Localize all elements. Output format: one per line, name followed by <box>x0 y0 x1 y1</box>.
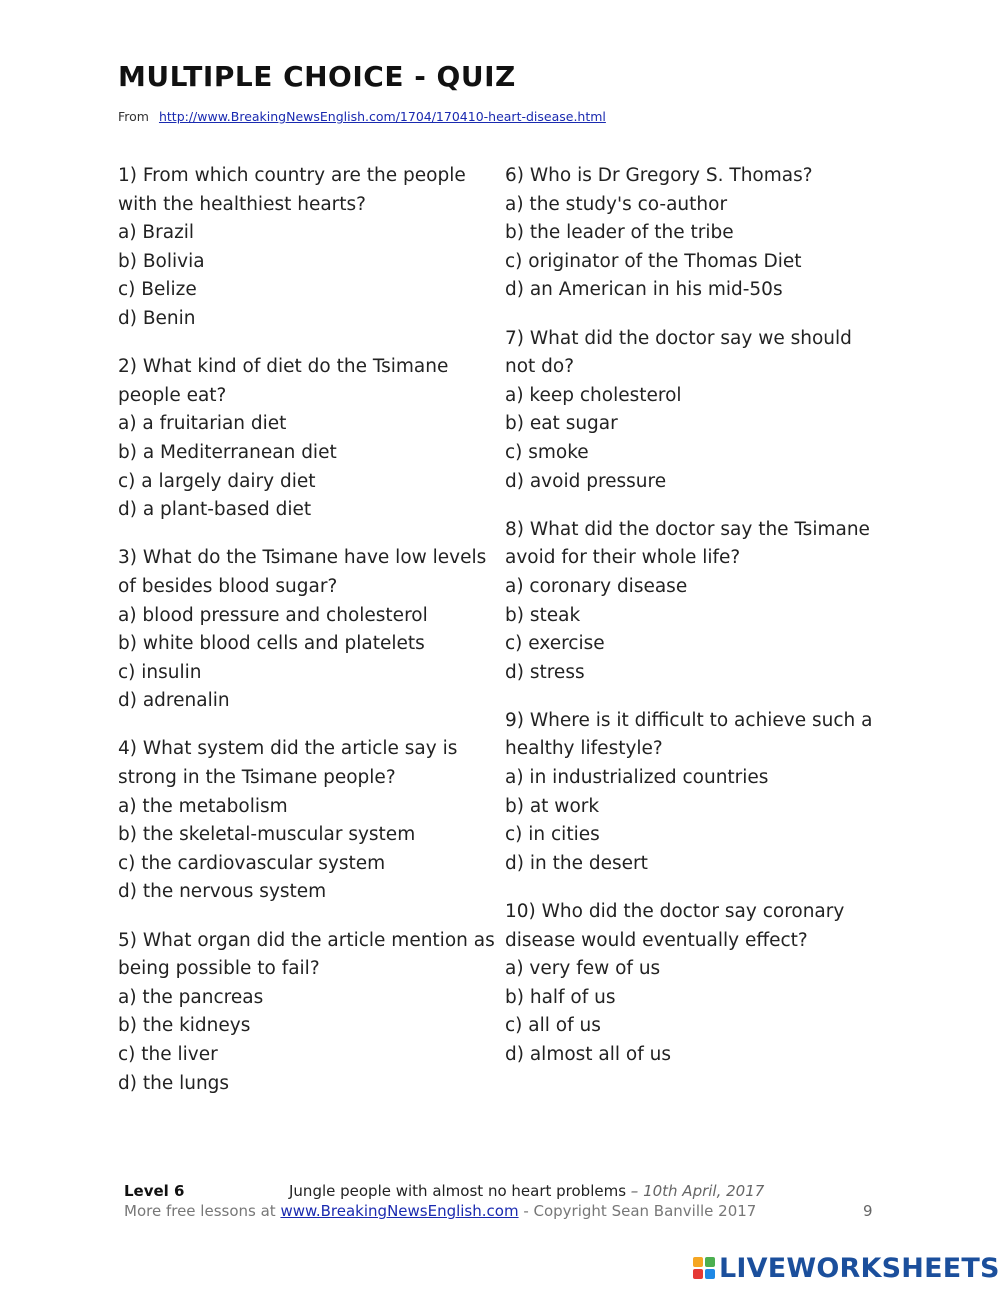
question-block <box>505 516 885 688</box>
answer-option[interactable]: d) Benin <box>118 307 196 329</box>
answer-option[interactable]: b) half of us <box>505 986 616 1008</box>
answer-option[interactable]: d) the nervous system <box>118 881 327 903</box>
answer-option[interactable]: a) the metabolism <box>118 795 288 817</box>
answer-option[interactable]: c) the liver <box>118 1044 218 1065</box>
question-text: 2) What kind of diet do the Tsimane people eat? <box>118 356 449 406</box>
questions-column-left <box>118 162 498 1118</box>
footer <box>124 1181 884 1221</box>
question-text: 6) Who is Dr Gregory S. Thomas? <box>505 165 813 186</box>
question-block <box>505 707 885 879</box>
answer-option[interactable]: c) the cardiovascular system <box>118 852 386 874</box>
answer-option[interactable]: c) in cities <box>505 824 600 846</box>
answer-option[interactable]: a) keep cholesterol <box>505 384 682 406</box>
answer-option[interactable]: b) the skeletal-muscular system <box>118 824 416 846</box>
question-block <box>505 325 885 497</box>
question-text: 8) What did the doctor say the Tsimane avoid for their whole life? <box>505 518 870 569</box>
answer-option[interactable]: b) steak <box>505 604 581 626</box>
answer-option[interactable]: a) very few of us <box>505 958 661 980</box>
source-link[interactable]: http://www.BreakingNewsEnglish.com/1704/170410-heart-disease.html <box>158 109 606 124</box>
answer-option[interactable]: c) a largely dairy diet <box>118 470 316 492</box>
answer-option[interactable]: d) avoid pressure <box>505 470 667 492</box>
source-line <box>118 109 606 124</box>
answer-option[interactable]: b) at work <box>505 795 600 817</box>
question-text: 9) Where is it difficult to achieve such a healthy lifestyle? <box>505 709 873 760</box>
question-text: 5) What organ did the article mention as being possible to fail? <box>118 929 495 980</box>
answer-option[interactable]: c) all of us <box>505 1015 601 1037</box>
answer-option[interactable]: c) smoke <box>505 441 589 463</box>
question-block <box>118 927 498 1099</box>
question-text: 4) What system did the article say is strong in the Tsimane people? <box>118 738 458 789</box>
question-text: 3) What do the Tsimane have low levels of besides blood sugar? <box>118 547 487 597</box>
question-block <box>118 353 498 525</box>
footer-site-link[interactable]: www.BreakingNewsEnglish.com <box>280 1202 519 1220</box>
answer-option[interactable]: c) originator of the Thomas Diet <box>505 250 802 272</box>
answer-option[interactable]: c) insulin <box>118 661 202 683</box>
question-text: 7) What did the doctor say we should not do? <box>505 327 852 378</box>
question-text: 1) From which country are the people with the healthiest hearts? <box>118 165 466 215</box>
answer-option[interactable]: c) Belize <box>118 279 197 301</box>
answer-option[interactable]: d) an American in his mid-50s <box>505 279 783 301</box>
answer-option[interactable]: d) almost all of us <box>505 1044 672 1065</box>
question-text: 10) Who did the doctor say coronary disease would eventually effect? <box>505 901 845 951</box>
question-block <box>505 162 885 305</box>
answer-option[interactable]: a) a fruitarian diet <box>118 413 287 435</box>
question-block <box>505 898 885 1070</box>
source-label: From <box>118 109 149 124</box>
lesson-title: Jungle people with almost no heart problems <box>289 1182 627 1200</box>
logo-square-1 <box>693 1257 703 1267</box>
answer-option[interactable]: a) coronary disease <box>505 575 688 597</box>
footer-lesson <box>289 1181 764 1201</box>
question-block <box>118 544 498 716</box>
liveworksheets-logo[interactable] <box>693 1252 1000 1284</box>
answer-option[interactable]: d) stress <box>505 661 585 683</box>
answer-option[interactable]: b) white blood cells and platelets <box>118 633 425 655</box>
liveworksheets-icon <box>693 1257 715 1279</box>
answer-option[interactable]: a) the pancreas <box>118 986 264 1008</box>
page-title: MULTIPLE CHOICE - QUIZ <box>118 60 516 93</box>
lesson-date: – 10th April, 2017 <box>626 1182 765 1200</box>
answer-option[interactable]: d) adrenalin <box>118 690 230 712</box>
answer-option[interactable]: d) in the desert <box>505 852 648 874</box>
liveworksheets-text: LIVEWORKSHEETS <box>719 1252 1000 1284</box>
answer-option[interactable]: a) Brazil <box>118 222 195 244</box>
footer-more <box>124 1201 756 1221</box>
questions-column-right <box>505 162 885 1089</box>
answer-option[interactable]: a) the study's co-author <box>505 193 728 215</box>
answer-option[interactable]: d) the lungs <box>118 1072 230 1094</box>
question-block <box>118 735 498 907</box>
answer-option[interactable]: b) eat sugar <box>505 413 618 435</box>
more-prefix: More free lessons at <box>124 1202 281 1220</box>
answer-option[interactable]: a) blood pressure and cholesterol <box>118 604 428 626</box>
question-block <box>118 162 498 334</box>
answer-option[interactable]: b) the kidneys <box>118 1015 251 1037</box>
copyright: - Copyright Sean Banville 2017 <box>518 1202 757 1220</box>
logo-square-4 <box>705 1269 715 1279</box>
logo-square-3 <box>693 1269 703 1279</box>
answer-option[interactable]: b) Bolivia <box>118 250 205 272</box>
answer-option[interactable]: b) the leader of the tribe <box>505 222 734 244</box>
answer-option[interactable]: a) in industrialized countries <box>505 767 769 789</box>
answer-option[interactable]: d) a plant-based diet <box>118 499 312 521</box>
page-number: 9 <box>863 1202 873 1220</box>
logo-square-2 <box>705 1257 715 1267</box>
footer-level: Level 6 <box>124 1182 185 1200</box>
answer-option[interactable]: b) a Mediterranean diet <box>118 441 337 463</box>
answer-option[interactable]: c) exercise <box>505 633 605 655</box>
